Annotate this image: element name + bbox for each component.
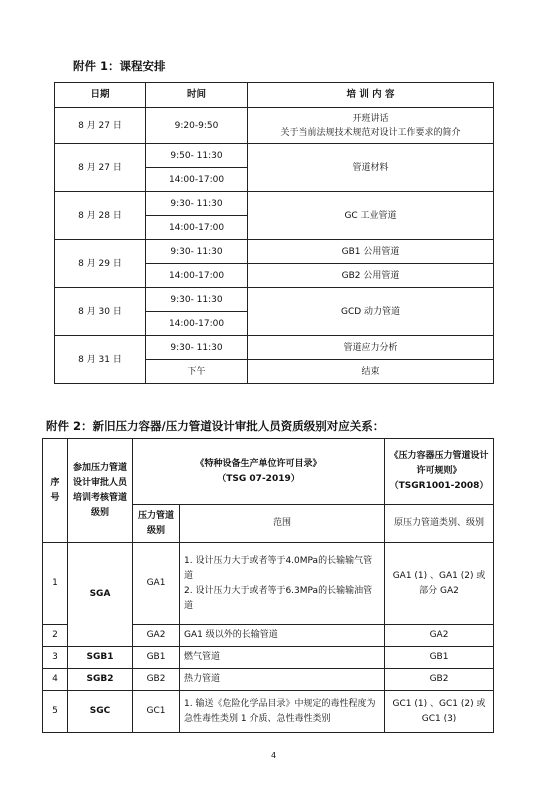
row-content: 管道材料: [248, 144, 494, 192]
row-old: GB2: [385, 669, 494, 691]
row-no: 2: [43, 625, 68, 647]
attachment-1-title: 附件 1：课程安排: [73, 59, 166, 73]
header-old-category: 原压力管道类别、级别: [385, 505, 494, 543]
qualification-table: [42, 438, 494, 733]
row-date: 8 月 28 日: [55, 192, 146, 240]
row-no: 5: [43, 691, 68, 733]
row-name: SGA: [68, 543, 133, 647]
row-time: 14:00-17:00: [146, 216, 248, 240]
row-time: 下午: [146, 360, 248, 384]
row-time: 14:00-17:00: [146, 312, 248, 336]
row-no: 4: [43, 669, 68, 691]
row-scope: GA1 级以外的长输管道: [180, 625, 385, 647]
row-name: SGC: [68, 691, 133, 733]
header-seq: 序 号: [43, 439, 68, 543]
row-level: GB2: [133, 669, 180, 691]
row-content: GCD 动力管道: [248, 288, 494, 336]
row-date: 8 月 30 日: [55, 288, 146, 336]
row-old: GC1 (1) 、GC1 (2) 或 GC1 (3): [385, 691, 494, 733]
row-old: GB1: [385, 647, 494, 669]
header-pipe-level: 压力管道级别: [133, 505, 180, 543]
attachment-2-title: 附件 2：新旧压力容器/压力管道设计审批人员资质级别对应关系：: [46, 419, 385, 433]
row-content: 管道应力分析: [248, 336, 494, 360]
row-time: 14:00-17:00: [146, 168, 248, 192]
row-level: GA1: [133, 543, 180, 625]
row-time: 9:30- 11:30: [146, 240, 248, 264]
row-level: GB1: [133, 647, 180, 669]
row-content: GB2 公用管道: [248, 264, 494, 288]
row-date: 8 月 27 日: [55, 108, 146, 144]
row-name: SGB1: [68, 647, 133, 669]
row-date: 8 月 27 日: [55, 144, 146, 192]
row-content: GC 工业管道: [248, 192, 494, 240]
row-content: 结束: [248, 360, 494, 384]
row-scope: 燃气管道: [180, 647, 385, 669]
row-time: 9:30- 11:30: [146, 192, 248, 216]
row-time: 14:00-17:00: [146, 264, 248, 288]
header-content: 培 训 内 容: [248, 83, 494, 108]
row-content: 开班讲话 关于当前法规技术规范对设计工作要求的简介: [248, 108, 494, 144]
header-scope: 范围: [180, 505, 385, 543]
header-tsg: 《特种设备生产单位许可目录》 （TSG 07-2019）: [133, 439, 385, 505]
row-scope: 热力管道: [180, 669, 385, 691]
row-time: 9:30- 11:30: [146, 288, 248, 312]
row-old: GA2: [385, 625, 494, 647]
row-scope: 1. 设计压力大于或者等于4.0MPa的长输输气管道 2. 设计压力大于或者等于6.3MPa的长输输油管道: [180, 543, 385, 625]
header-tsgr: 《压力容器压力管道设计许可规则》 （TSGR1001-2008）: [385, 439, 494, 505]
row-no: 3: [43, 647, 68, 669]
row-level: GC1: [133, 691, 180, 733]
header-level: 参加压力管道设计审批人员培训考核管道级别: [68, 439, 133, 543]
row-old: GA1 (1) 、GA1 (2) 或 部分 GA2: [385, 543, 494, 625]
row-scope: 1. 输送《危险化学品目录》中规定的毒性程度为急性毒性类别 1 介质、急性毒性类别: [180, 691, 385, 733]
header-date: 日期: [55, 83, 146, 108]
row-name: SGB2: [68, 669, 133, 691]
row-content: GB1 公用管道: [248, 240, 494, 264]
row-no: 1: [43, 543, 68, 625]
page-number: 4: [270, 751, 277, 760]
row-date: 8 月 29 日: [55, 240, 146, 288]
row-time: 9:30- 11:30: [146, 336, 248, 360]
row-time: 9:50- 11:30: [146, 144, 248, 168]
row-level: GA2: [133, 625, 180, 647]
schedule-table: [54, 82, 494, 384]
row-time: 9:20-9:50: [146, 108, 248, 144]
header-time: 时间: [146, 83, 248, 108]
row-date: 8 月 31 日: [55, 336, 146, 384]
